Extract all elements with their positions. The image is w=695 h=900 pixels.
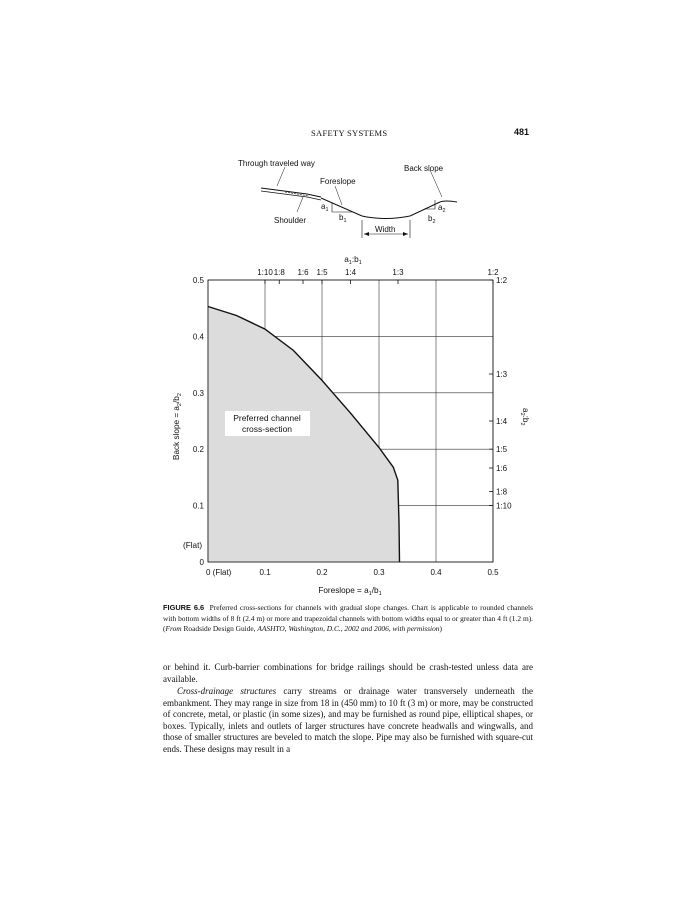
foreslope-label: Foreslope	[320, 177, 356, 186]
x-tick-label: 0.2	[316, 568, 328, 577]
x-axis-title: Foreslope = $a_1/b_1$	[318, 586, 382, 597]
x-tick-label: 0.5	[487, 568, 499, 577]
top-axis-title: $a_1:b_1$	[344, 255, 362, 266]
y-tick-label: 0.2	[192, 445, 204, 455]
right-tick-label: 1:5	[496, 445, 508, 455]
x-tick-label: 0 (Flat)	[206, 568, 232, 577]
top-tick-label: 1:6	[297, 268, 309, 277]
running-title: SAFETY SYSTEMS	[311, 128, 388, 138]
b1-label: $b_1$	[339, 213, 347, 224]
caption-source-guide: Roadside Design Guide,	[181, 624, 258, 633]
slope-chart	[165, 250, 540, 605]
right-tick-label: 1:3	[496, 370, 508, 380]
caption-text: Preferred cross-sections for channels with gradual slope changes. Chart is applicable to rounded channels with bottom widths of 8 ft (2.4 m) or more and trapezoidal channels with bottom widths equal to or greater than 4 ft (1.2 m). (	[163, 603, 533, 633]
y-tick-label: 0	[199, 558, 204, 567]
x-tick-label: 0.3	[373, 568, 385, 577]
right-tick-label: 1:8	[496, 487, 508, 497]
channel-cross-section-diagram	[225, 150, 475, 265]
top-tick-label: 1:8	[273, 268, 285, 277]
flat-label: (Flat)	[183, 541, 203, 550]
b2-label: $b_2$	[428, 214, 436, 225]
shoulder-label: Shoulder	[274, 216, 307, 225]
figure-label: FIGURE 6.6	[163, 603, 205, 612]
top-tick-label: 1:3	[392, 268, 404, 277]
x-tick-label: 0.4	[430, 568, 442, 577]
caption-source-publisher: AASHTO, Washington, D.C., 2002 and 2006, with permission	[257, 624, 440, 633]
y-tick-label: 0.3	[192, 388, 204, 398]
y-tick-label: 0.5	[192, 276, 204, 285]
x-tick-label: 0.1	[259, 568, 271, 577]
top-tick-label: 1:5	[316, 268, 328, 277]
right-tick-label: 1:6	[496, 463, 508, 473]
backslope-triangle	[424, 200, 435, 209]
right-axis-title: $a_2:b_2$	[519, 408, 530, 426]
right-tick-label: 1:2	[496, 276, 508, 285]
channel-bottom	[362, 216, 410, 219]
region-label-line2: cross-section	[241, 424, 293, 434]
y-tick-label: 0.4	[192, 332, 204, 342]
through-traveled-way-label: Through traveled way	[238, 159, 315, 168]
cross-drainage-term: Cross-drainage structures	[177, 686, 277, 696]
right-tick-label: 1:4	[496, 417, 508, 426]
top-tick-label: 1:2	[487, 268, 499, 277]
width-label: Width	[375, 225, 396, 234]
back-slope-label: Back slope	[404, 164, 444, 173]
backslope-line	[410, 201, 457, 216]
body-paragraph-1: or behind it. Curb-barrier combinations for bridge railings should be crash-tested unless data are available.	[163, 662, 533, 684]
a1-label: $a_1$	[321, 202, 329, 213]
body-paragraph-2	[163, 686, 533, 756]
caption-source-from: From	[165, 624, 182, 633]
top-tick-label: 1:4	[344, 268, 357, 277]
body-paragraph-2-text: carry streams or drainage water transversely underneath the embankment. They may range in size from 18 in (450 mm) to 10 ft (3 m) or more, may be constructed of concrete, metal, or plastic (in some sizes), and may be furnished as round pipe, elliptical shapes, or boxes. Typically, inlets and outlets of larger structures have concrete headwalls and wingwalls, and those of smaller structures are beveled to match the slope. Pipe may also be furnished with square-cut ends. These designs may result in a	[163, 686, 533, 754]
caption-source-end: )	[439, 624, 442, 633]
top-tick-label: 1:10	[257, 268, 273, 277]
region-label-line1: Preferred channel	[233, 413, 301, 423]
right-tick-label: 1:10	[496, 501, 512, 511]
figure-caption	[163, 603, 533, 635]
page-number: 481	[514, 127, 530, 137]
a2-label: $a_2$	[438, 203, 446, 214]
y-tick-label: 0.1	[192, 501, 204, 511]
y-axis-title: Back slope = $a_2/b_2$	[172, 393, 183, 460]
